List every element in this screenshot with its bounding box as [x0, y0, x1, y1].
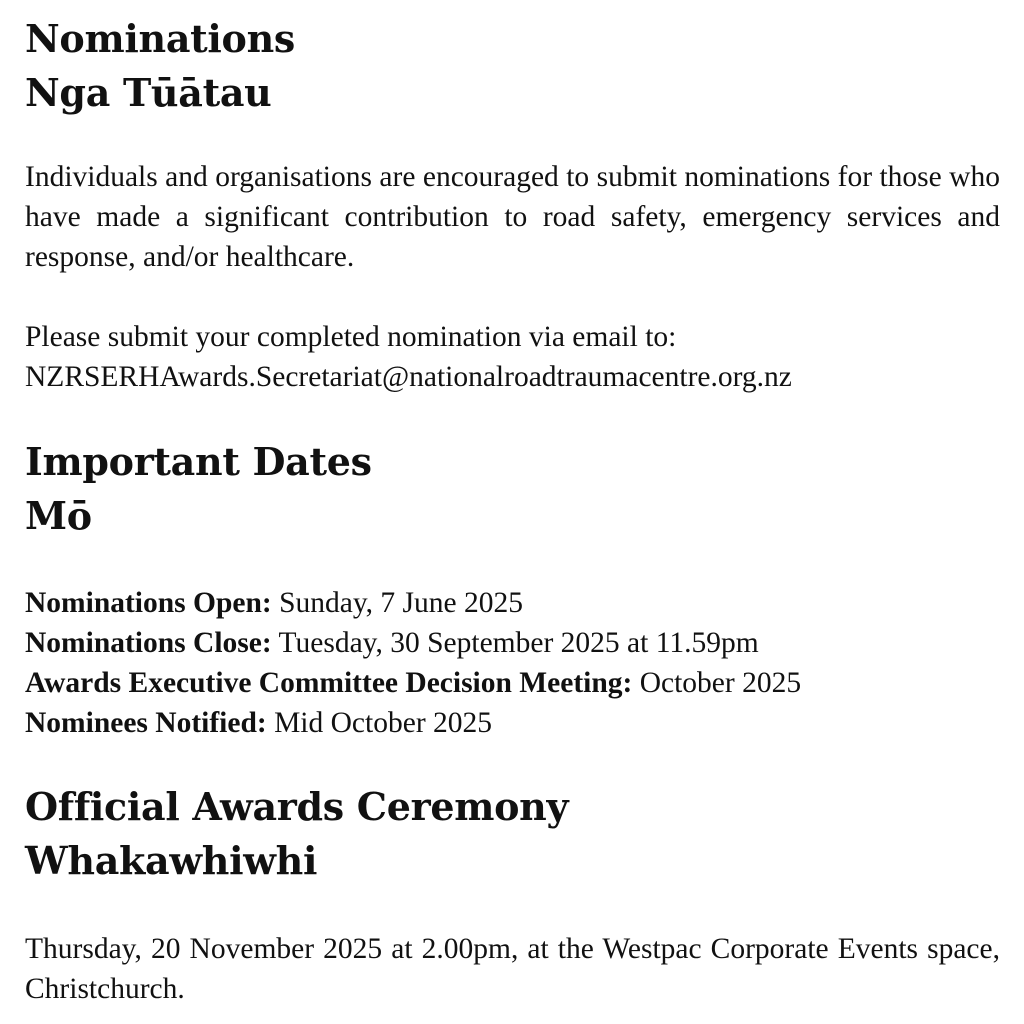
date-value: Mid October 2025: [266, 707, 493, 739]
important-dates-heading-english: Important Dates: [25, 439, 372, 484]
nominations-heading: [25, 12, 295, 120]
awards-ceremony-heading-english: Official Awards Ceremony: [25, 784, 569, 829]
important-dates-list: [25, 583, 1000, 743]
submit-instruction: Please submit your completed nomination via email to:: [25, 321, 677, 353]
date-item-nominations-open: [25, 583, 1000, 623]
date-value: Tuesday, 30 September 2025 at 11.59pm: [271, 627, 759, 659]
ceremony-details: Thursday, 20 November 2025 at 2.00pm, at the Westpac Corporate Events space, Christchurch.: [25, 933, 1000, 1005]
date-item-nominations-close: [25, 623, 1000, 663]
email-instructions: [25, 317, 1000, 397]
date-item-nominees-notified: [25, 703, 1000, 743]
nominations-heading-english: Nominations: [25, 16, 296, 61]
date-label: Awards Executive Committee Decision Meeting:: [25, 667, 633, 699]
nominations-heading-maori: Nga Tūātau: [25, 70, 272, 115]
awards-ceremony-heading-maori: Whakawhiwhi: [25, 838, 318, 883]
important-dates-heading-maori: Mō: [25, 493, 92, 538]
date-label: Nominations Close:: [25, 627, 272, 659]
nominations-intro-text: Individuals and organisations are encouraged to submit nominations for those who have made a significant contribution to road safety, emergency services and response, and/or healthcare.: [25, 161, 1000, 273]
date-value: Sunday, 7 June 2025: [271, 587, 523, 619]
date-value: October 2025: [632, 667, 802, 699]
date-item-decision-meeting: [25, 663, 1000, 703]
date-label: Nominees Notified:: [25, 707, 267, 739]
secretariat-email[interactable]: NZRSERHAwards.Secretariat@nationalroadtraumacentre.org.nz: [25, 361, 792, 393]
awards-ceremony-heading: [25, 780, 568, 888]
important-dates-heading: [25, 435, 372, 543]
date-label: Nominations Open:: [25, 587, 272, 619]
